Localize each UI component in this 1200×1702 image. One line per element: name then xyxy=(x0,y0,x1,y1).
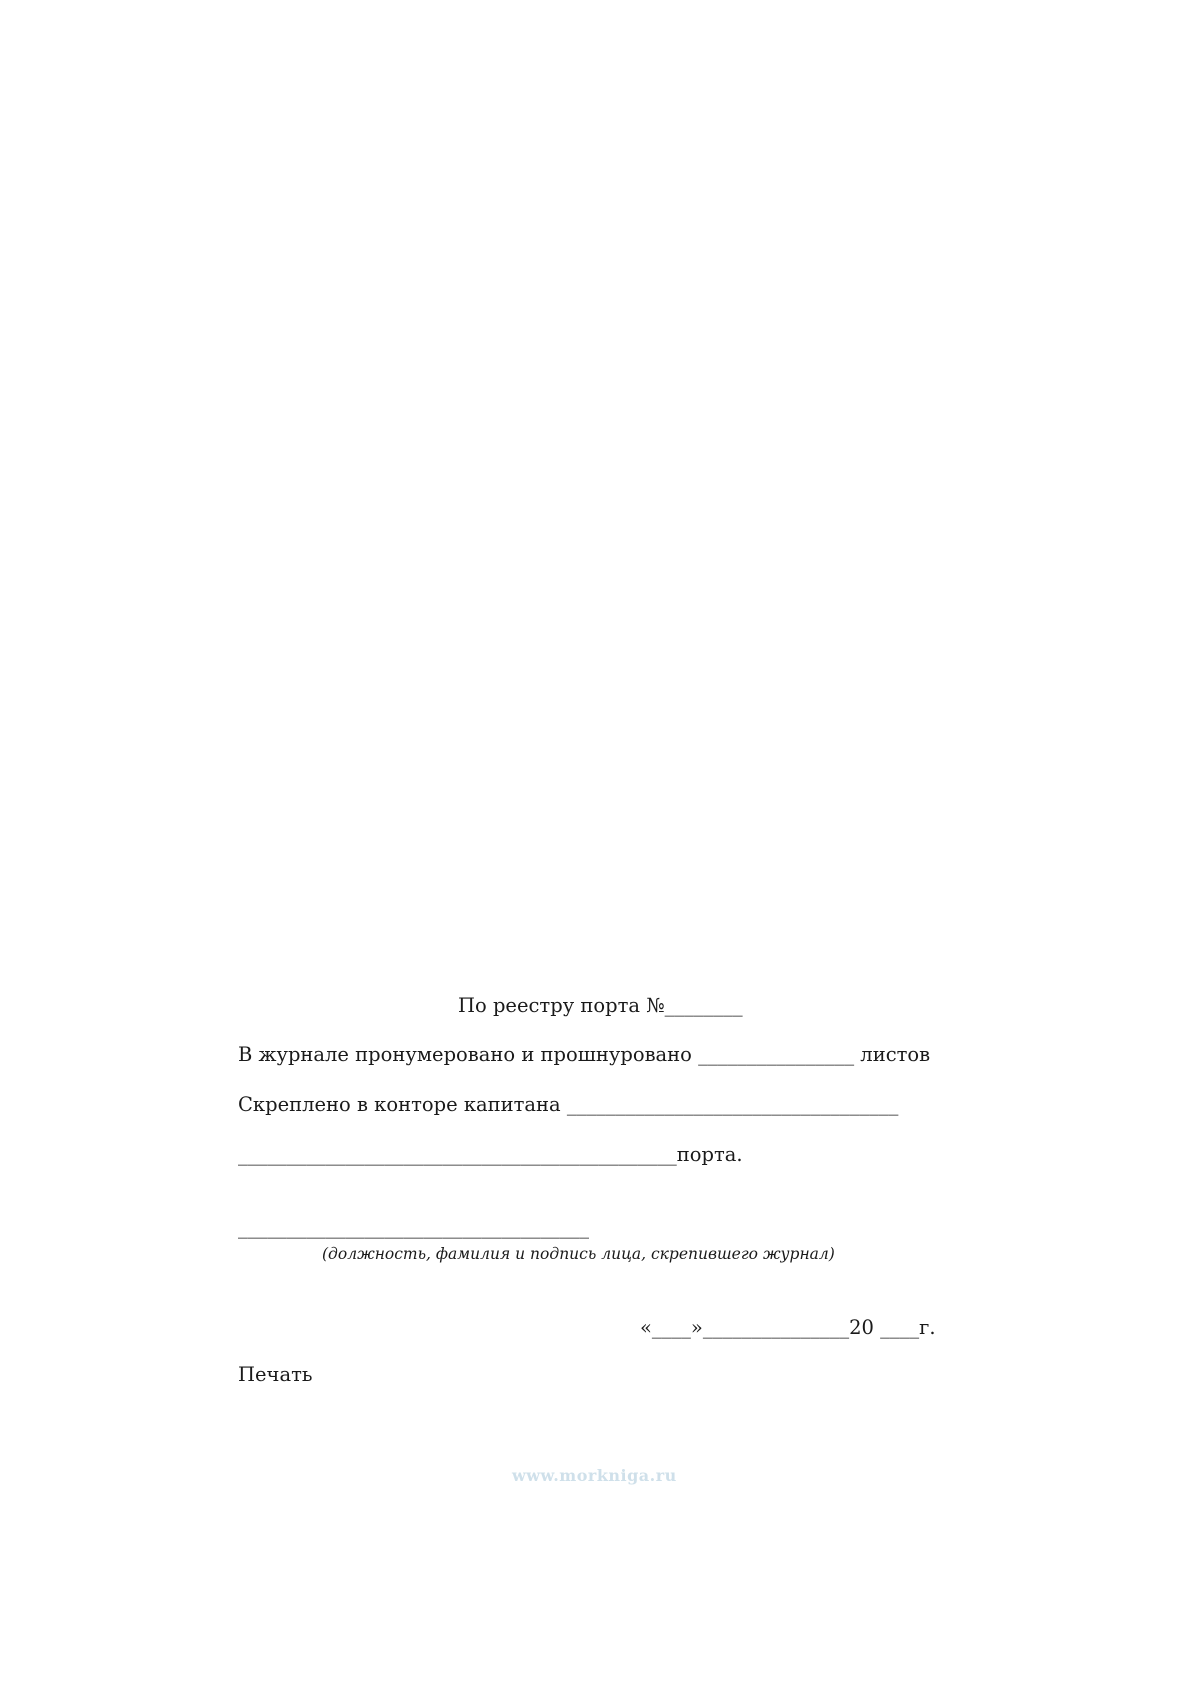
date-line: «____»_______________20 ____г. xyxy=(640,1316,936,1339)
signature-line: ____________________________________ xyxy=(238,1216,589,1239)
port-name-line: _____________________________________________порта. xyxy=(238,1143,743,1166)
register-number-line: По реестру порта №________ xyxy=(458,994,743,1017)
seal-label: Печать xyxy=(238,1363,313,1386)
signature-caption: (должность, фамилия и подпись лица, скрепившего журнал) xyxy=(322,1245,835,1263)
numbered-sheets-line: В журнале пронумеровано и прошнуровано ________________ листов xyxy=(238,1043,931,1066)
captain-office-line: Скреплено в конторе капитана __________________________________ xyxy=(238,1093,899,1116)
watermark: www.morkniga.ru xyxy=(512,1466,677,1485)
